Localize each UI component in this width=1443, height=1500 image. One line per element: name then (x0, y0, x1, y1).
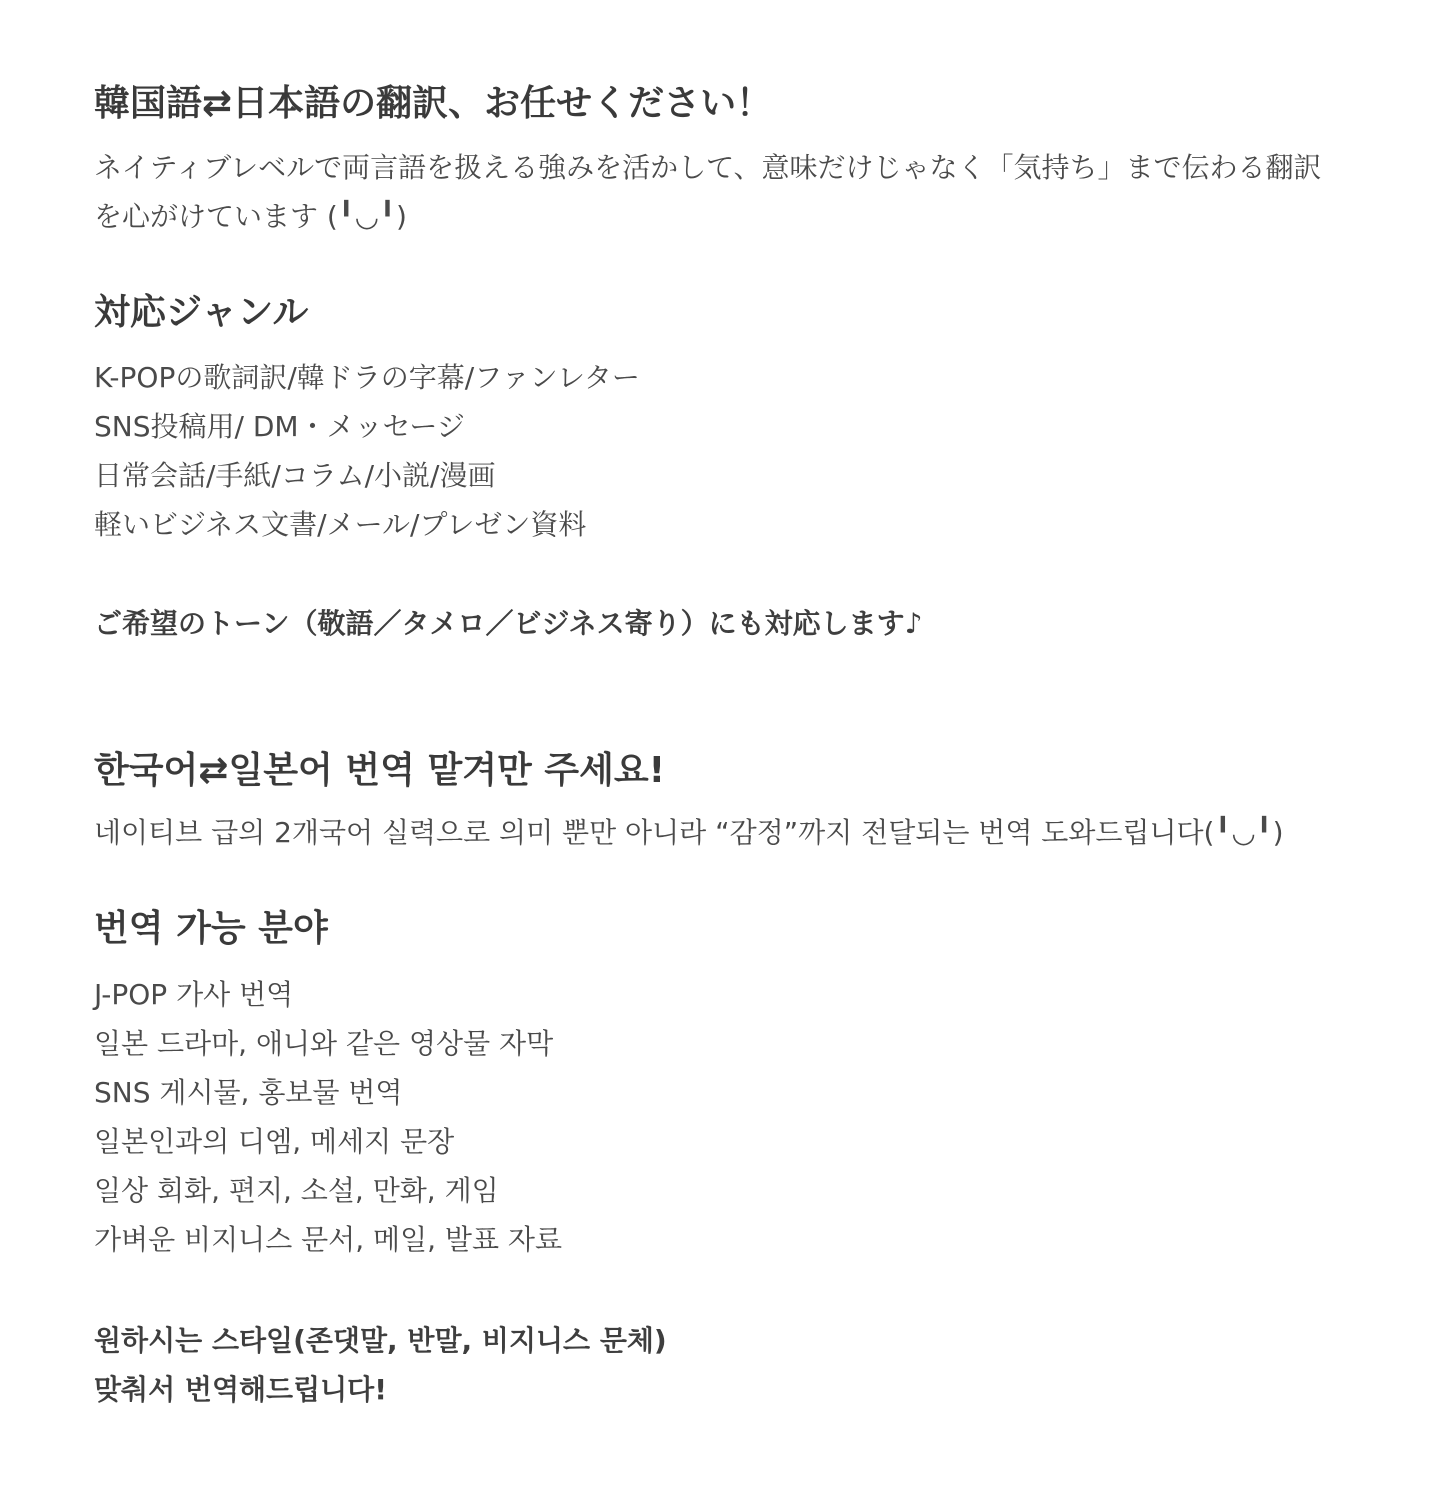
ko-tone-note-line: 원하시는 스타일(존댓말, 반말, 비지니스 문체) (94, 1324, 667, 1357)
ko-genre-item: 가벼운 비지니스 문서, 메일, 발표 자료 (94, 1223, 563, 1256)
ko-intro: 네이티브 급의 2개국어 실력으로 의미 뿐만 아니라 “감정”까지 전달되는 번역 도와드립니다(╹◡╹) (94, 816, 1284, 849)
ko-genre-item: SNS 게시물, 홍보물 번역 (94, 1076, 403, 1109)
ko-genre-item: 일상 회화, 편지, 소설, 만화, 게임 (94, 1174, 499, 1207)
ja-genre-item: 日常会話/手紙/コラム/小説/漫画 (94, 459, 496, 492)
ja-title: 韓国語⇄日本語の翻訳、お任せください！ (94, 83, 773, 124)
ja-genre-list (94, 353, 640, 549)
ko-genre-heading: 번역 가능 분야 (94, 908, 328, 949)
ko-genre-list (94, 970, 562, 1264)
ko-tone-note (94, 1316, 667, 1414)
ko-title: 한국어⇄일본어 번역 맡겨만 주세요! (94, 750, 666, 791)
ko-genre-item: 일본 드라마, 애니와 같은 영상물 자막 (94, 1027, 554, 1060)
ja-intro: ネイティブレベルで両言語を扱える強みを活かして、意味だけじゃなく「気持ち」まで伝わる翻訳を心がけています (╹◡╹) (94, 151, 1322, 233)
ko-genre-item: 일본인과의 디엠, 메세지 문장 (94, 1125, 455, 1158)
ja-genre-item: K-POPの歌詞訳/韓ドラの字幕/ファンレター (94, 361, 640, 394)
ja-genre-item: SNS投稿用/ DM・メッセージ (94, 410, 465, 443)
ja-genre-heading: 対応ジャンル (94, 292, 309, 333)
ko-tone-note-line: 맞춰서 번역해드립니다! (94, 1373, 387, 1406)
ja-genre-item: 軽いビジネス文書/メール/プレゼン資料 (94, 508, 587, 541)
ko-genre-item: J-POP 가사 번역 (94, 978, 294, 1011)
ja-tone-note: ご希望のトーン（敬語／タメロ／ビジネス寄り）にも対応します♪ (94, 607, 923, 640)
